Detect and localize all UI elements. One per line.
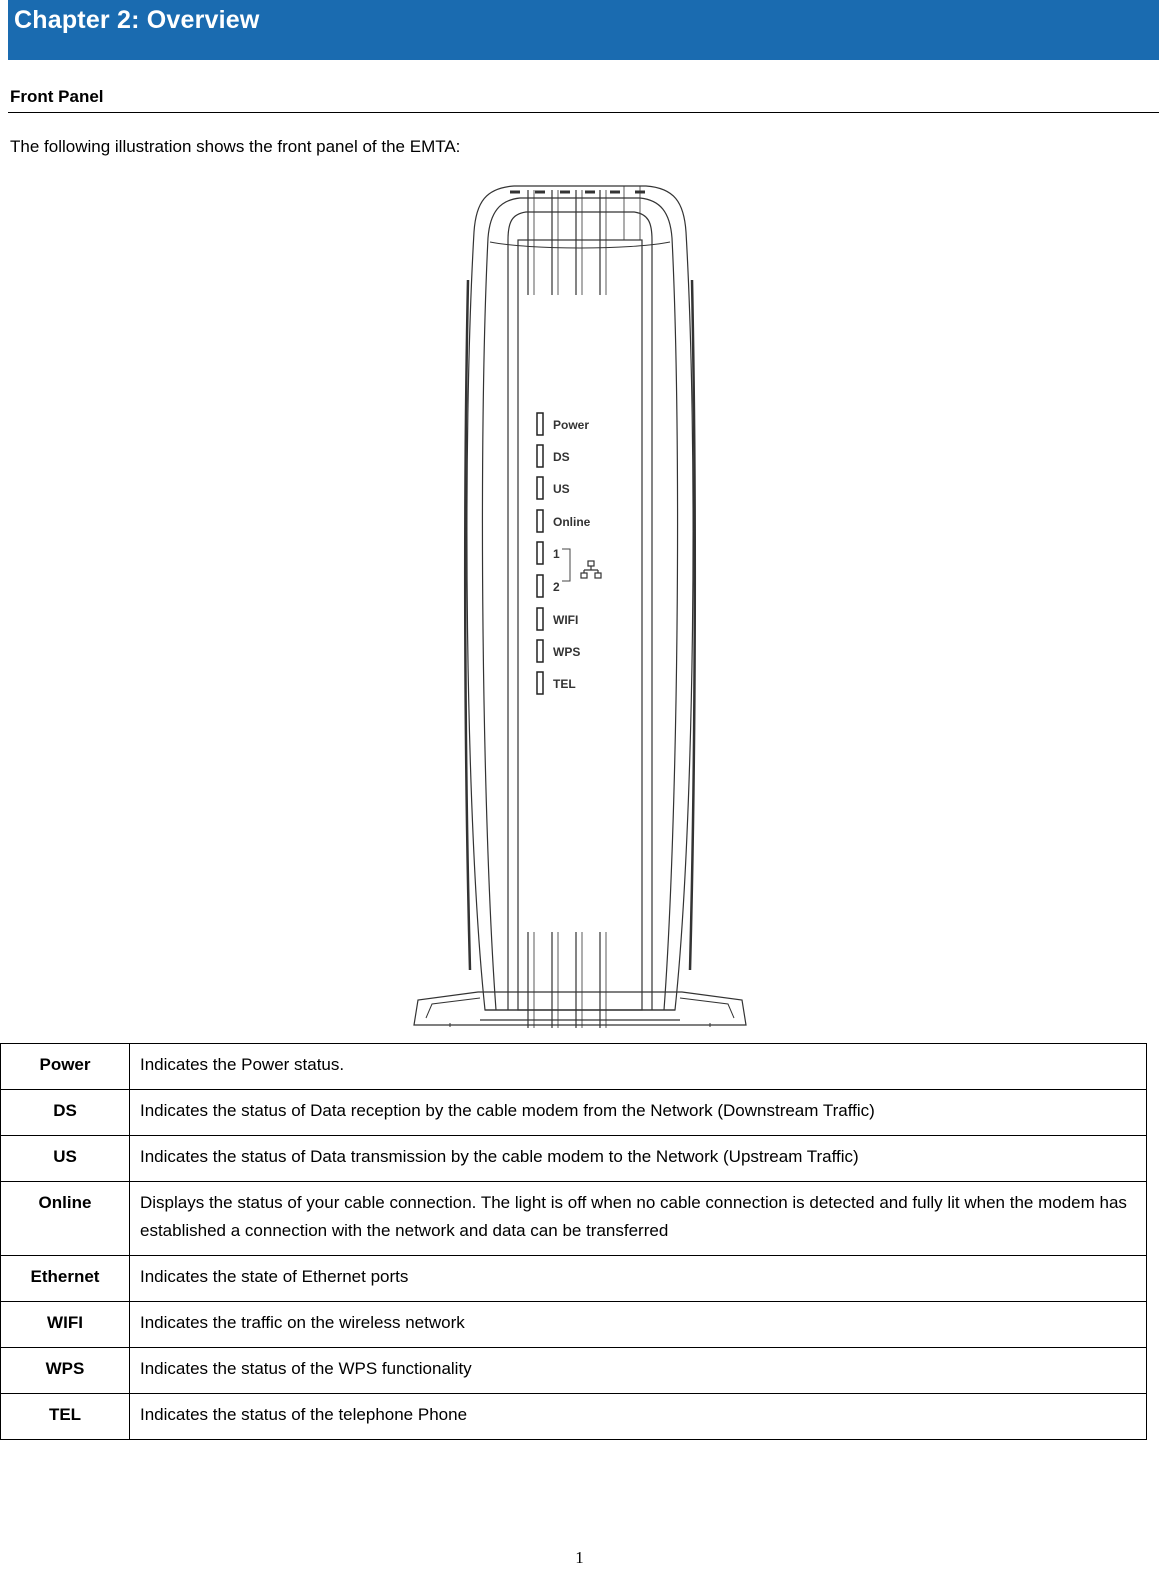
table-row xyxy=(1,1182,1147,1256)
device-shell xyxy=(467,186,693,1010)
led-description: Indicates the status of Data reception by the cable modem from the Network (Downstream Traffic) xyxy=(130,1090,1147,1136)
table-row xyxy=(1,1348,1147,1394)
led-term: WIFI xyxy=(1,1302,130,1348)
led-label-online: Online xyxy=(553,515,591,529)
network-ports-icon xyxy=(581,561,601,578)
led-indicators xyxy=(537,413,543,694)
led-label-wifi: WIFI xyxy=(553,613,579,627)
led-label-power: Power xyxy=(553,418,590,432)
table-row xyxy=(1,1394,1147,1440)
led-term: DS xyxy=(1,1090,130,1136)
chapter-header-bar xyxy=(8,0,1159,60)
led-term: US xyxy=(1,1136,130,1182)
led-description: Indicates the status of the telephone Phone xyxy=(130,1394,1147,1440)
section-divider xyxy=(8,112,1159,113)
led-term: TEL xyxy=(1,1394,130,1440)
table-row xyxy=(1,1302,1147,1348)
led-label-wps: WPS xyxy=(553,645,581,659)
led-description: Indicates the state of Ethernet ports xyxy=(130,1256,1147,1302)
led-term: Power xyxy=(1,1044,130,1090)
led-description: Indicates the traffic on the wireless network xyxy=(130,1302,1147,1348)
led-description: Indicates the status of the WPS functionality xyxy=(130,1348,1147,1394)
led-label-tel: TEL xyxy=(553,677,576,691)
table-row xyxy=(1,1044,1147,1090)
led-label-port-2: 2 xyxy=(553,580,560,594)
led-term: Ethernet xyxy=(1,1256,130,1302)
led-term: Online xyxy=(1,1182,130,1256)
led-description: Displays the status of your cable connection. The light is off when no cable connection is detected and fully lit when the modem has established a connection with the network and data can be transferred xyxy=(130,1182,1147,1256)
led-description: Indicates the Power status. xyxy=(130,1044,1147,1090)
led-description: Indicates the status of Data transmission by the cable modem to the Network (Upstream Traffic) xyxy=(130,1136,1147,1182)
emta-front-panel-illustration xyxy=(410,180,750,1032)
chapter-title: Chapter 2: Overview xyxy=(14,6,260,34)
table-row xyxy=(1,1136,1147,1182)
led-description-table xyxy=(0,1043,1147,1440)
led-term: WPS xyxy=(1,1348,130,1394)
led-label-ds: DS xyxy=(553,450,570,464)
intro-paragraph: The following illustration shows the front panel of the EMTA: xyxy=(10,137,461,156)
led-labels xyxy=(553,418,591,691)
table-row xyxy=(1,1090,1147,1136)
led-label-port-1: 1 xyxy=(553,547,560,561)
led-label-us: US xyxy=(553,482,570,496)
page-number: 1 xyxy=(575,1548,584,1567)
section-title: Front Panel xyxy=(10,87,104,106)
table-row xyxy=(1,1256,1147,1302)
